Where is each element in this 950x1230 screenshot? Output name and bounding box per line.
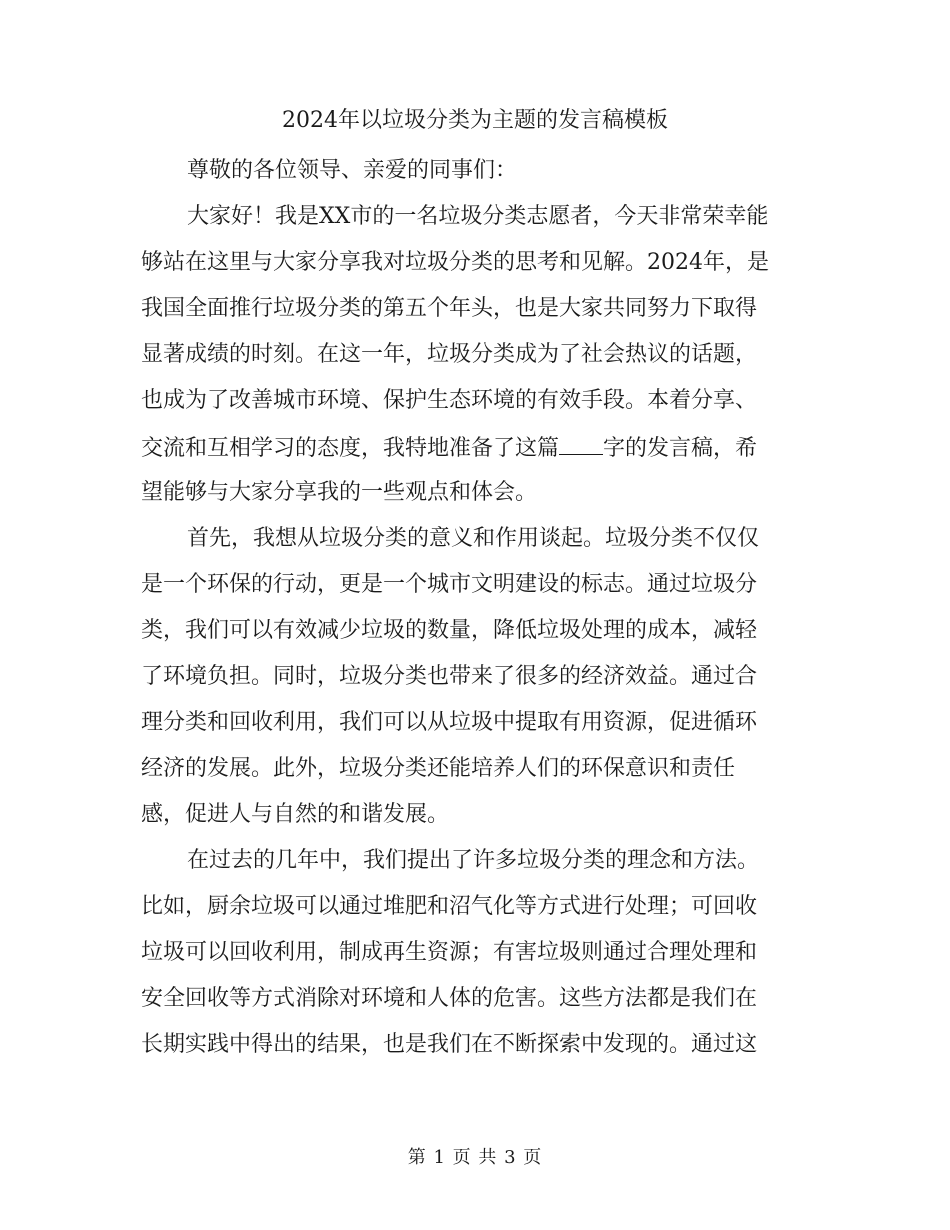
paragraph-line: 也成为了改善城市环境、保护生态环境的有效手段。本着分享、 [141,388,758,413]
paragraph-line: 首先，我想从垃圾分类的意义和作用谈起。垃圾分类不仅仅 [187,526,760,551]
paragraph-line: 大家好！我是XX市的一名垃圾分类志愿者，今天非常荣幸能 [187,204,769,229]
fill-in-blank [559,424,603,455]
line-text: 字的发言稿，希 [603,436,758,461]
document-title: 2024年以垃圾分类为主题的发言稿模板 [282,108,668,133]
paragraph-line: 是一个环保的行动，更是一个城市文明建设的标志。通过垃圾分 [141,572,758,597]
document-body [141,148,805,1068]
paragraph-line: 我国全面推行垃圾分类的第五个年头，也是大家共同努力下取得 [141,296,758,321]
paragraph-line: 垃圾可以回收利用，制成再生资源；有害垃圾则通过合理处理和 [141,940,758,965]
paragraph-line [141,424,805,470]
line-text: 交流和互相学习的态度，我特地准备了这篇 [141,436,560,461]
paragraph-line: 安全回收等方式消除对环境和人体的危害。这些方法都是我们在 [141,986,758,1011]
paragraph-line: 类，我们可以有效减少垃圾的数量，降低垃圾处理的成本，减轻 [141,618,758,643]
paragraph-line: 比如，厨余垃圾可以通过堆肥和沼气化等方式进行处理；可回收 [141,894,758,919]
page-number: 第 1 页 共 3 页 [407,1147,543,1168]
paragraph-line: 感，促进人与自然的和谐发展。 [141,802,450,827]
paragraph-line: 在过去的几年中，我们提出了许多垃圾分类的理念和方法。 [187,848,760,873]
paragraph-line: 够站在这里与大家分享我对垃圾分类的思考和见解。2024年，是 [141,250,769,275]
paragraph-3 [141,838,805,1068]
paragraph-2 [141,516,805,838]
paragraph-1 [141,194,805,516]
paragraph-line: 了环境负担。同时，垃圾分类也带来了很多的经济效益。通过合 [141,664,758,689]
paragraph-line: 显著成绩的时刻。在这一年，垃圾分类成为了社会热议的话题， [141,342,758,367]
paragraph-line: 长期实践中得出的结果，也是我们在不断探索中发现的。通过这 [141,1032,758,1057]
salutation: 尊敬的各位领导、亲爱的同事们： [187,158,518,183]
paragraph-line: 理分类和回收利用，我们可以从垃圾中提取有用资源，促进循环 [141,710,758,735]
paragraph-line: 望能够与大家分享我的一些观点和体会。 [141,480,538,505]
paragraph-line: 经济的发展。此外，垃圾分类还能培养人们的环保意识和责任 [141,756,736,781]
